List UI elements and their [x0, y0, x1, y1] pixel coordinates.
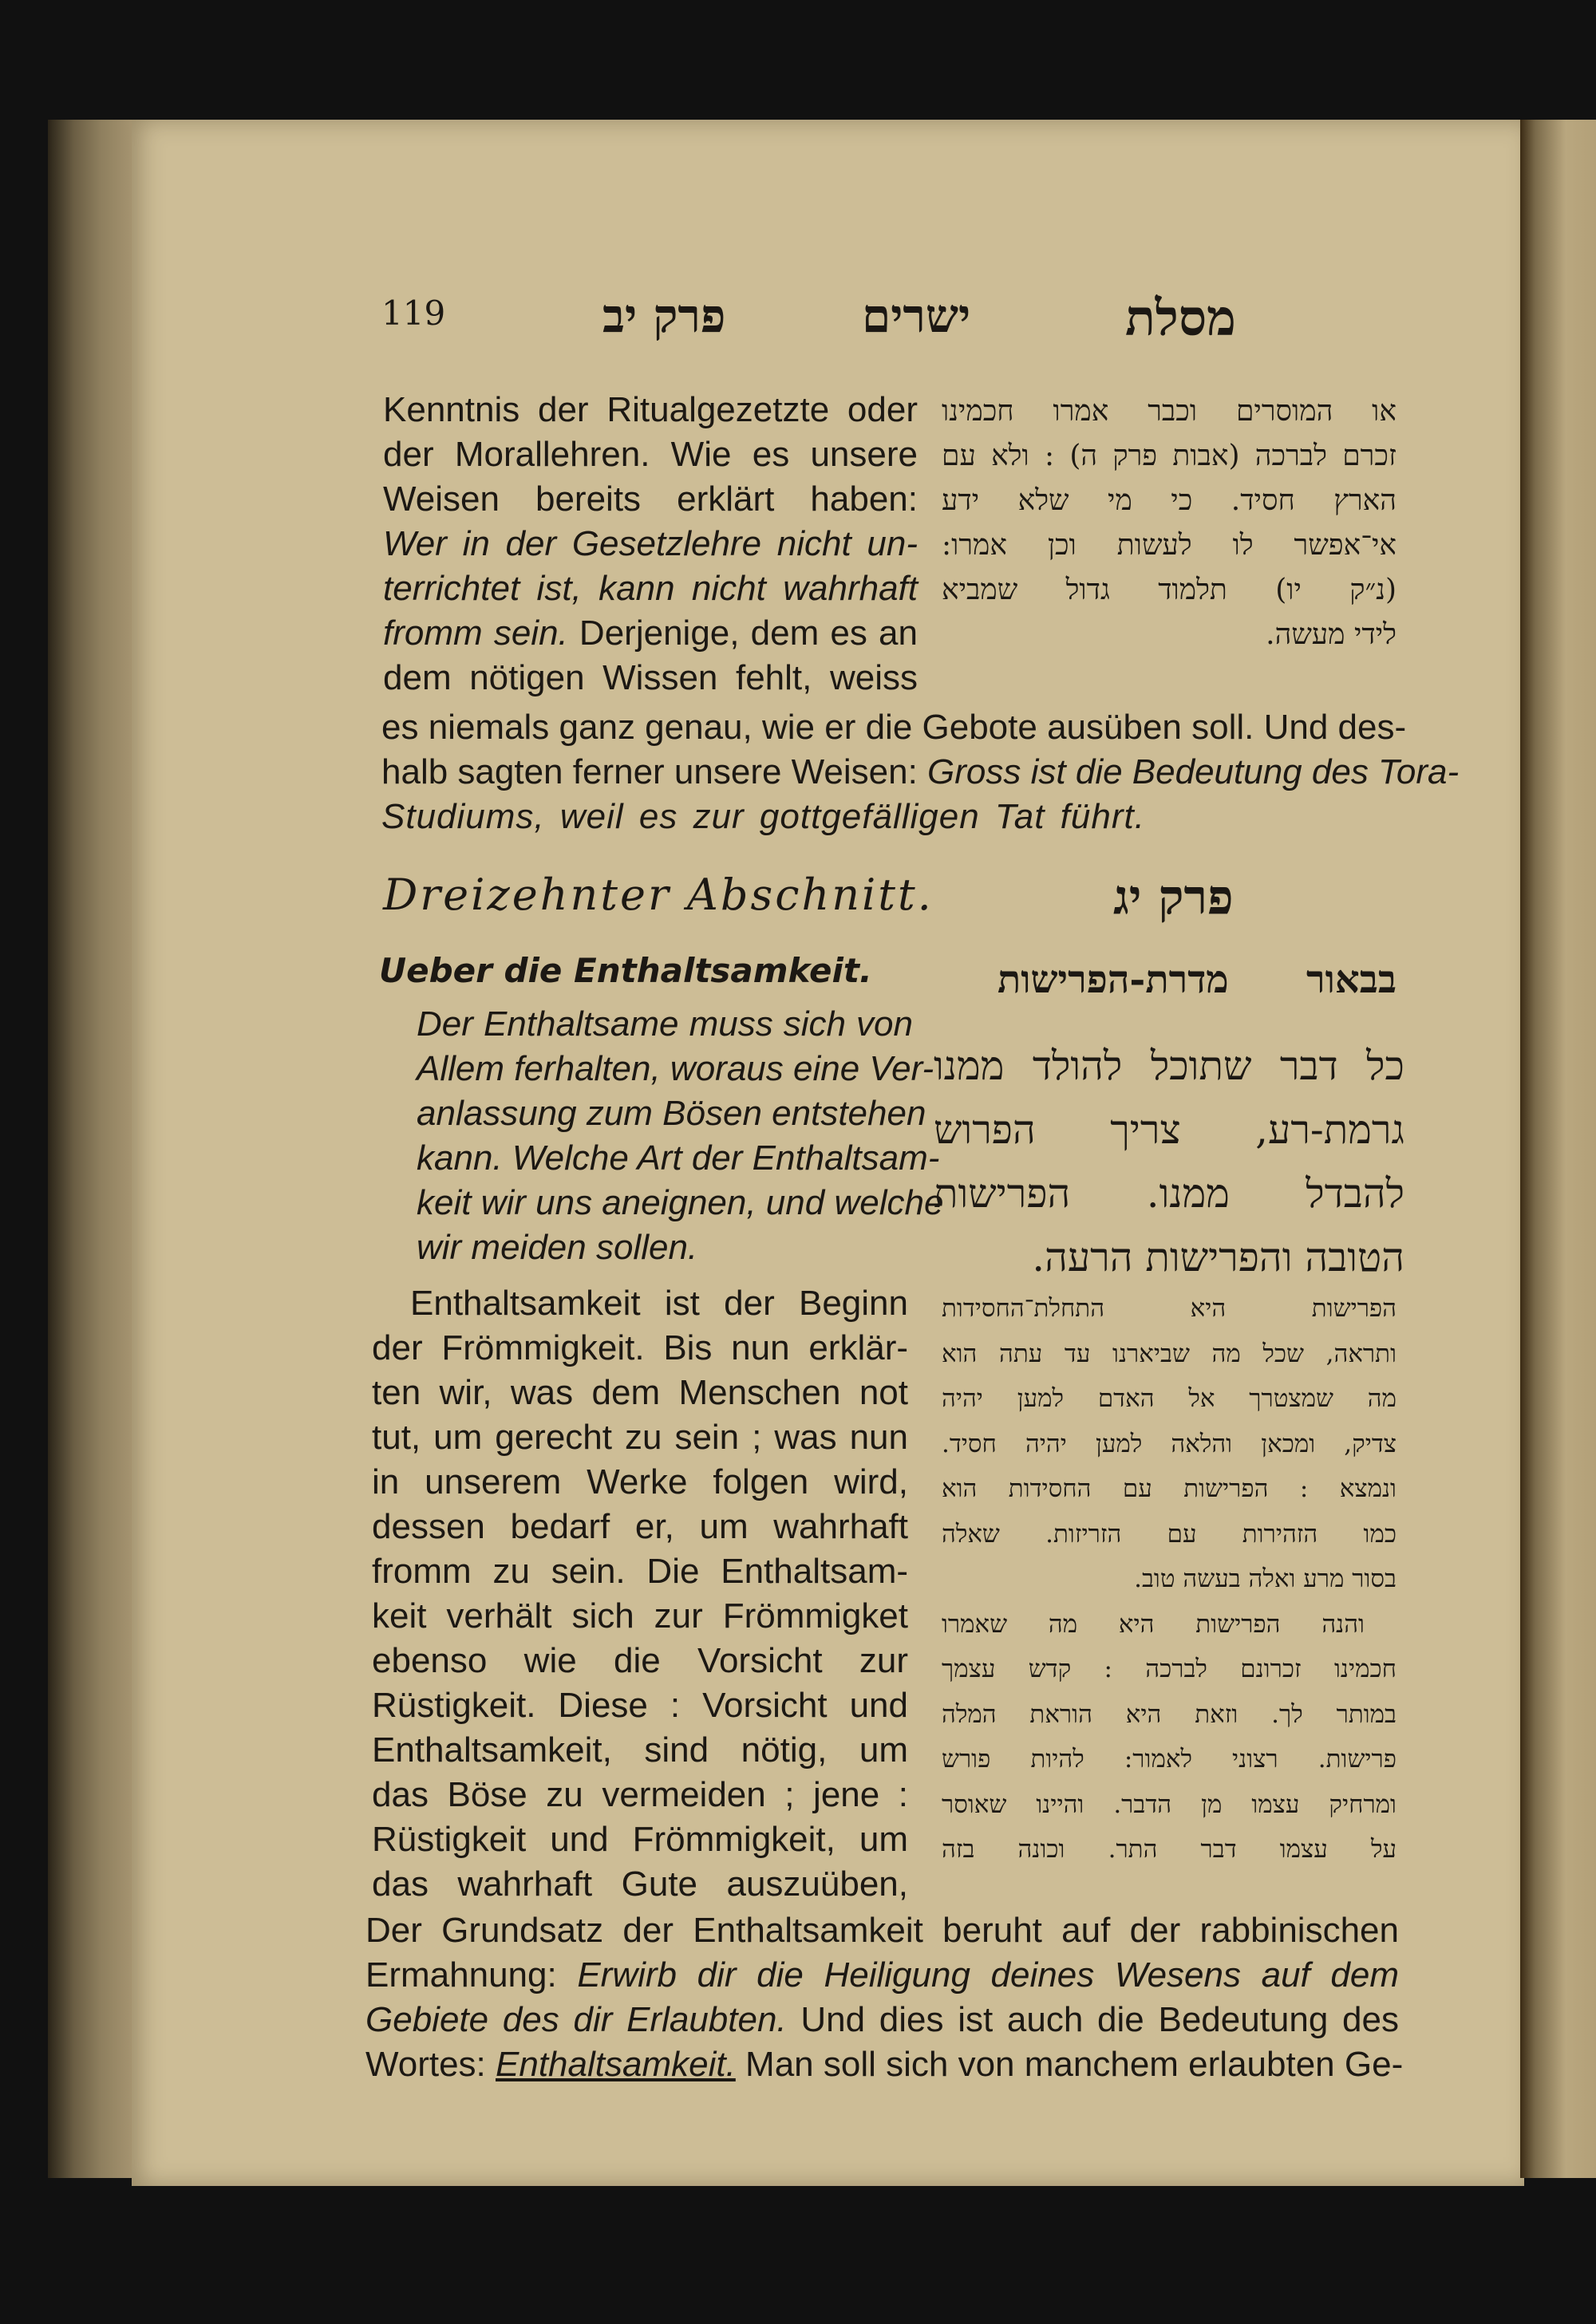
text-line: wir meiden sollen.	[417, 1228, 698, 1267]
running-chapter: פרק יב	[602, 289, 726, 343]
text-line: Der Grundsatz der Enthaltsamkeit beruht auf der rabbinischen	[365, 1911, 1399, 1950]
text-line: Rüstigkeit. Diese : Vorsicht und	[372, 1686, 908, 1725]
hebrew-line: להבדל ממנו. הפרישות	[934, 1170, 1404, 1217]
text-line: ebenso wie die Vorsicht zur	[372, 1641, 908, 1680]
hebrew-line: לידי מעשה.	[1266, 618, 1396, 651]
text-line: das Böse zu vermeiden ; jene :	[372, 1775, 908, 1814]
running-title-2: ישרים	[862, 289, 971, 343]
hebrew-line: מה שמצטרך אל האדם למען יהיה	[942, 1384, 1396, 1413]
text-line: keit verhält sich zur Frömmigket	[372, 1596, 908, 1635]
bottom-paragraph	[365, 1908, 1404, 2087]
text-line: Kenntnis der Ritualgezetzte oder	[383, 390, 918, 429]
hebrew-line: או המוסרים וכבר אמרו חכמינו	[942, 395, 1396, 428]
text-line: dessen bedarf er, um wahrhaft	[372, 1507, 908, 1546]
text-line: halb sagten ferner unsere Weisen: Gross ist die Bedeutung des Tora-	[381, 752, 1460, 791]
section-title-hebrew: פרק יג	[1113, 870, 1234, 925]
hebrew-line: על עצמו דבר התר. וכונה בזה	[942, 1835, 1396, 1864]
hebrew-line: פרישות. רצוני לאמור: להיות פורש	[942, 1745, 1396, 1774]
hebrew-line: כל דבר שתוכל להולד ממנו	[934, 1043, 1404, 1089]
hebrew-line: הפרישות היא התחלת־החסידות	[942, 1294, 1396, 1323]
section-title-german: Dreizehnter Abschnitt.	[383, 870, 934, 920]
text-line: das wahrhaft Gute auszuüben,	[372, 1864, 908, 1904]
text-line: terrichtet ist, kann nicht wahrhaft	[383, 569, 918, 608]
text-line: dem nötigen Wissen fehlt, weiss	[383, 658, 918, 697]
text-line: Allem ferhalten, woraus eine Ver-	[417, 1049, 934, 1088]
hebrew-line: ותראה, שכל מה שביארנו עד עתה הוא	[942, 1339, 1396, 1368]
hebrew-line: ונמצא : הפרישות עם החסידות הוא	[942, 1474, 1396, 1503]
hebrew-line: והנה הפרישות היא מה שאמרו	[942, 1609, 1365, 1639]
hebrew-line: צדיק, ומכאן והלאה למען יהיה חסיד.	[942, 1429, 1396, 1458]
hebrew-line: אי־אפשר לו לעשות וכן אמרו:	[942, 529, 1396, 562]
text-line: Weisen bereits erklärt haben:	[383, 479, 918, 519]
text-line: Studiums, weil es zur gottgefälligen Tat führt.	[381, 797, 1145, 836]
text-line: Rüstigkeit und Frömmigkeit, um	[372, 1820, 908, 1859]
text-line: der Morallehren. Wie es unsere	[383, 435, 918, 474]
text-line: Enthaltsamkeit, sind nötig, um	[372, 1730, 908, 1770]
text-line: ten wir, was dem Menschen not	[372, 1373, 908, 1412]
text-line: es niemals ganz genau, wie er die Gebote ausüben soll. Und des-	[381, 708, 1407, 747]
summary-german	[417, 1002, 944, 1270]
hebrew-line: בסור מרע ואלה בעשה טוב.	[1134, 1564, 1396, 1593]
text-line: anlassung zum Bösen entstehen	[417, 1094, 926, 1133]
hebrew-line: ומרחיק עצמו מן הדבר. והיינו שאוסר	[942, 1789, 1396, 1819]
text-line: in unserem Werke folgen wird,	[372, 1462, 908, 1501]
text-line: kann. Welche Art der Enthaltsam-	[417, 1138, 940, 1178]
top-hebrew-column	[942, 389, 1396, 657]
text-line: Enthaltsamkeit ist der Beginn	[410, 1284, 908, 1323]
text-line: tut, um gerecht zu sein ; was nun	[372, 1418, 908, 1457]
page-number: 119	[381, 294, 446, 333]
body-hebrew-column	[942, 1286, 1396, 1872]
text-line: Ermahnung: Erwirb dir die Heiligung deines Wesens auf dem	[365, 1955, 1399, 1995]
text-line: fromm zu sein. Die Enthaltsam-	[372, 1552, 908, 1591]
text-line: Wortes: Enthaltsamkeit. Man soll sich von manchem erlaubten Ge-	[365, 2045, 1404, 2084]
running-title-1: מסלת	[1125, 289, 1236, 347]
hebrew-line: (נ״ק יו) תלמוד גדול שמביא	[942, 574, 1396, 606]
full-width-paragraph	[381, 705, 1460, 839]
text-line: Gebiete des dir Erlaubten. Und dies ist auch die Bedeutung des	[365, 2000, 1399, 2039]
body-german-column	[372, 1281, 908, 1907]
text-line: fromm sein. Derjenige, dem es an	[383, 614, 918, 653]
hebrew-line: הארץ חסיד. כי מי שלא ידע	[942, 484, 1396, 517]
section-subtitle-hebrew: בבאור מדרת-הפרישות	[998, 957, 1396, 1002]
hebrew-line: במותר לך. וזאת היא הוראת המלה	[942, 1699, 1396, 1729]
text-line: Wer in der Gesetzlehre nicht un-	[383, 524, 918, 563]
hebrew-line: כמו הזהירות עם הזריזות. שאלה	[942, 1519, 1396, 1549]
next-page-edge	[1520, 120, 1596, 2178]
summary-hebrew	[934, 1034, 1404, 1289]
hebrew-line: זכרם לברכה (אבות פרק ה) : ולא עם	[942, 440, 1396, 472]
text-line: der Frömmigkeit. Bis nun erklär-	[372, 1328, 908, 1367]
hebrew-line: הטובה והפרישות הרעה.	[1032, 1234, 1404, 1280]
book-edge	[48, 120, 136, 2178]
text-line: Der Enthaltsame muss sich von	[417, 1004, 913, 1044]
hebrew-line: חכמינו זכרונם לברכה : קדש עצמך	[942, 1655, 1396, 1683]
top-german-column	[383, 388, 918, 700]
hebrew-line: גרמת-רע, צריך הפרוש	[934, 1107, 1404, 1153]
text-line: keit wir uns aneignen, und welche	[417, 1183, 944, 1222]
section-subtitle-german: Ueber die Enthaltsamkeit.	[379, 951, 872, 990]
